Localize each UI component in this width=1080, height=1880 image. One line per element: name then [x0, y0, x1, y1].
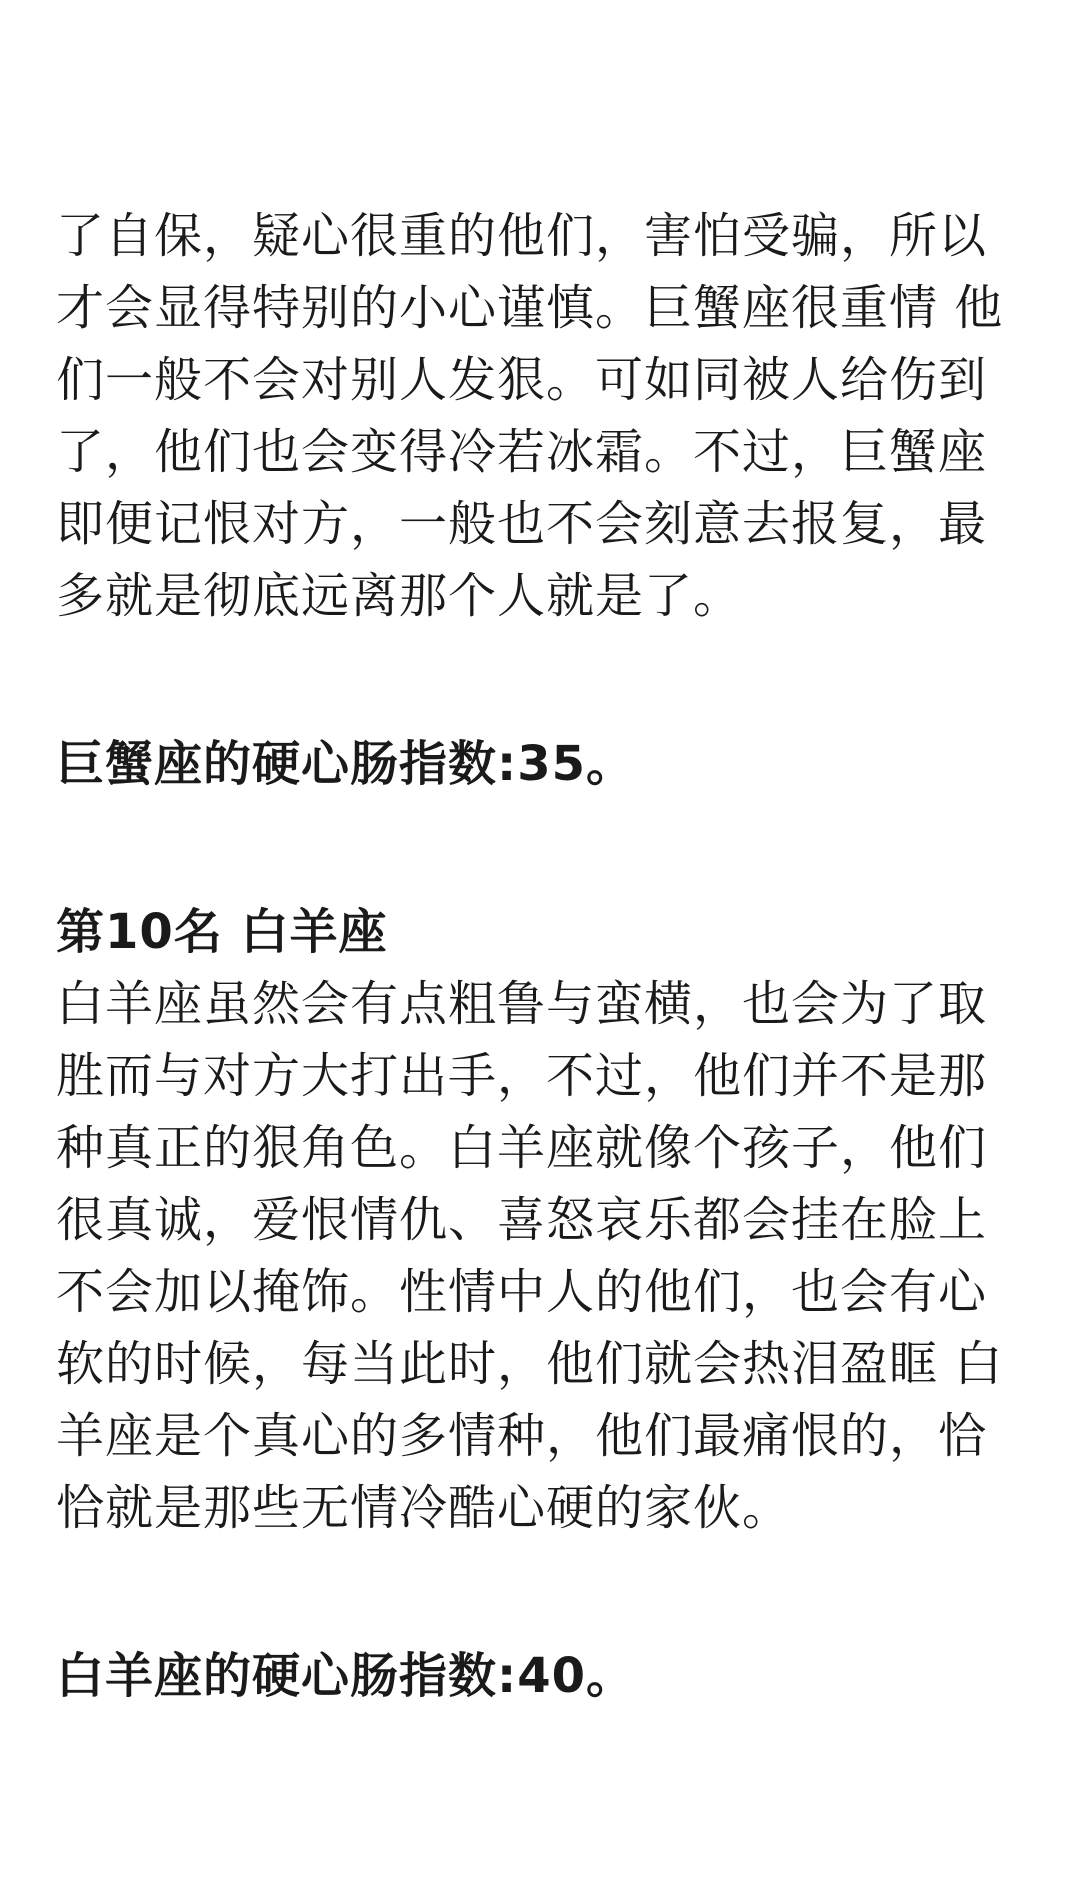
aries-section	[56, 896, 1036, 1544]
paragraph-line: 恰就是那些无情冷酷心硬的家伙。	[56, 1480, 792, 1536]
cancer-description	[56, 200, 1036, 632]
paragraph-line: 即便记恨对方，一般也不会刻意去报复，最	[56, 496, 988, 552]
section-heading: 第10名 白羊座	[56, 904, 388, 960]
paragraph-line: 种真正的狠角色。白羊座就像个孩子，他们	[56, 1120, 988, 1176]
paragraph-line: 软的时候，每当此时，他们就会热泪盈眶 白	[56, 1336, 1004, 1392]
paragraph-line: 不会加以掩饰。性情中人的他们，也会有心	[56, 1264, 988, 1320]
paragraph-line: 胜而与对方大打出手，不过，他们并不是那	[56, 1048, 988, 1104]
paragraph-line: 很真诚，爱恨情仇、喜怒哀乐都会挂在脸上	[56, 1192, 988, 1248]
spacer	[56, 1544, 1036, 1640]
paragraph-line: 们一般不会对别人发狠。可如同被人给伤到	[56, 352, 988, 408]
spacer	[56, 632, 1036, 728]
paragraph-line: 了，他们也会变得冷若冰霜。不过，巨蟹座	[56, 424, 988, 480]
paragraph-line: 才会显得特别的小心谨慎。巨蟹座很重情 他	[56, 280, 1004, 336]
paragraph-line: 了自保，疑心很重的他们，害怕受骗，所以	[56, 208, 988, 264]
paragraph-line: 多就是彻底远离那个人就是了。	[56, 568, 743, 624]
cancer-score: 巨蟹座的硬心肠指数:35。	[56, 736, 635, 792]
paragraph-line: 羊座是个真心的多情种，他们最痛恨的，恰	[56, 1408, 988, 1464]
spacer	[56, 800, 1036, 896]
article-body	[56, 200, 1036, 1712]
paragraph-line: 白羊座虽然会有点粗鲁与蛮横，也会为了取	[56, 976, 988, 1032]
aries-score: 白羊座的硬心肠指数:40。	[56, 1648, 635, 1704]
